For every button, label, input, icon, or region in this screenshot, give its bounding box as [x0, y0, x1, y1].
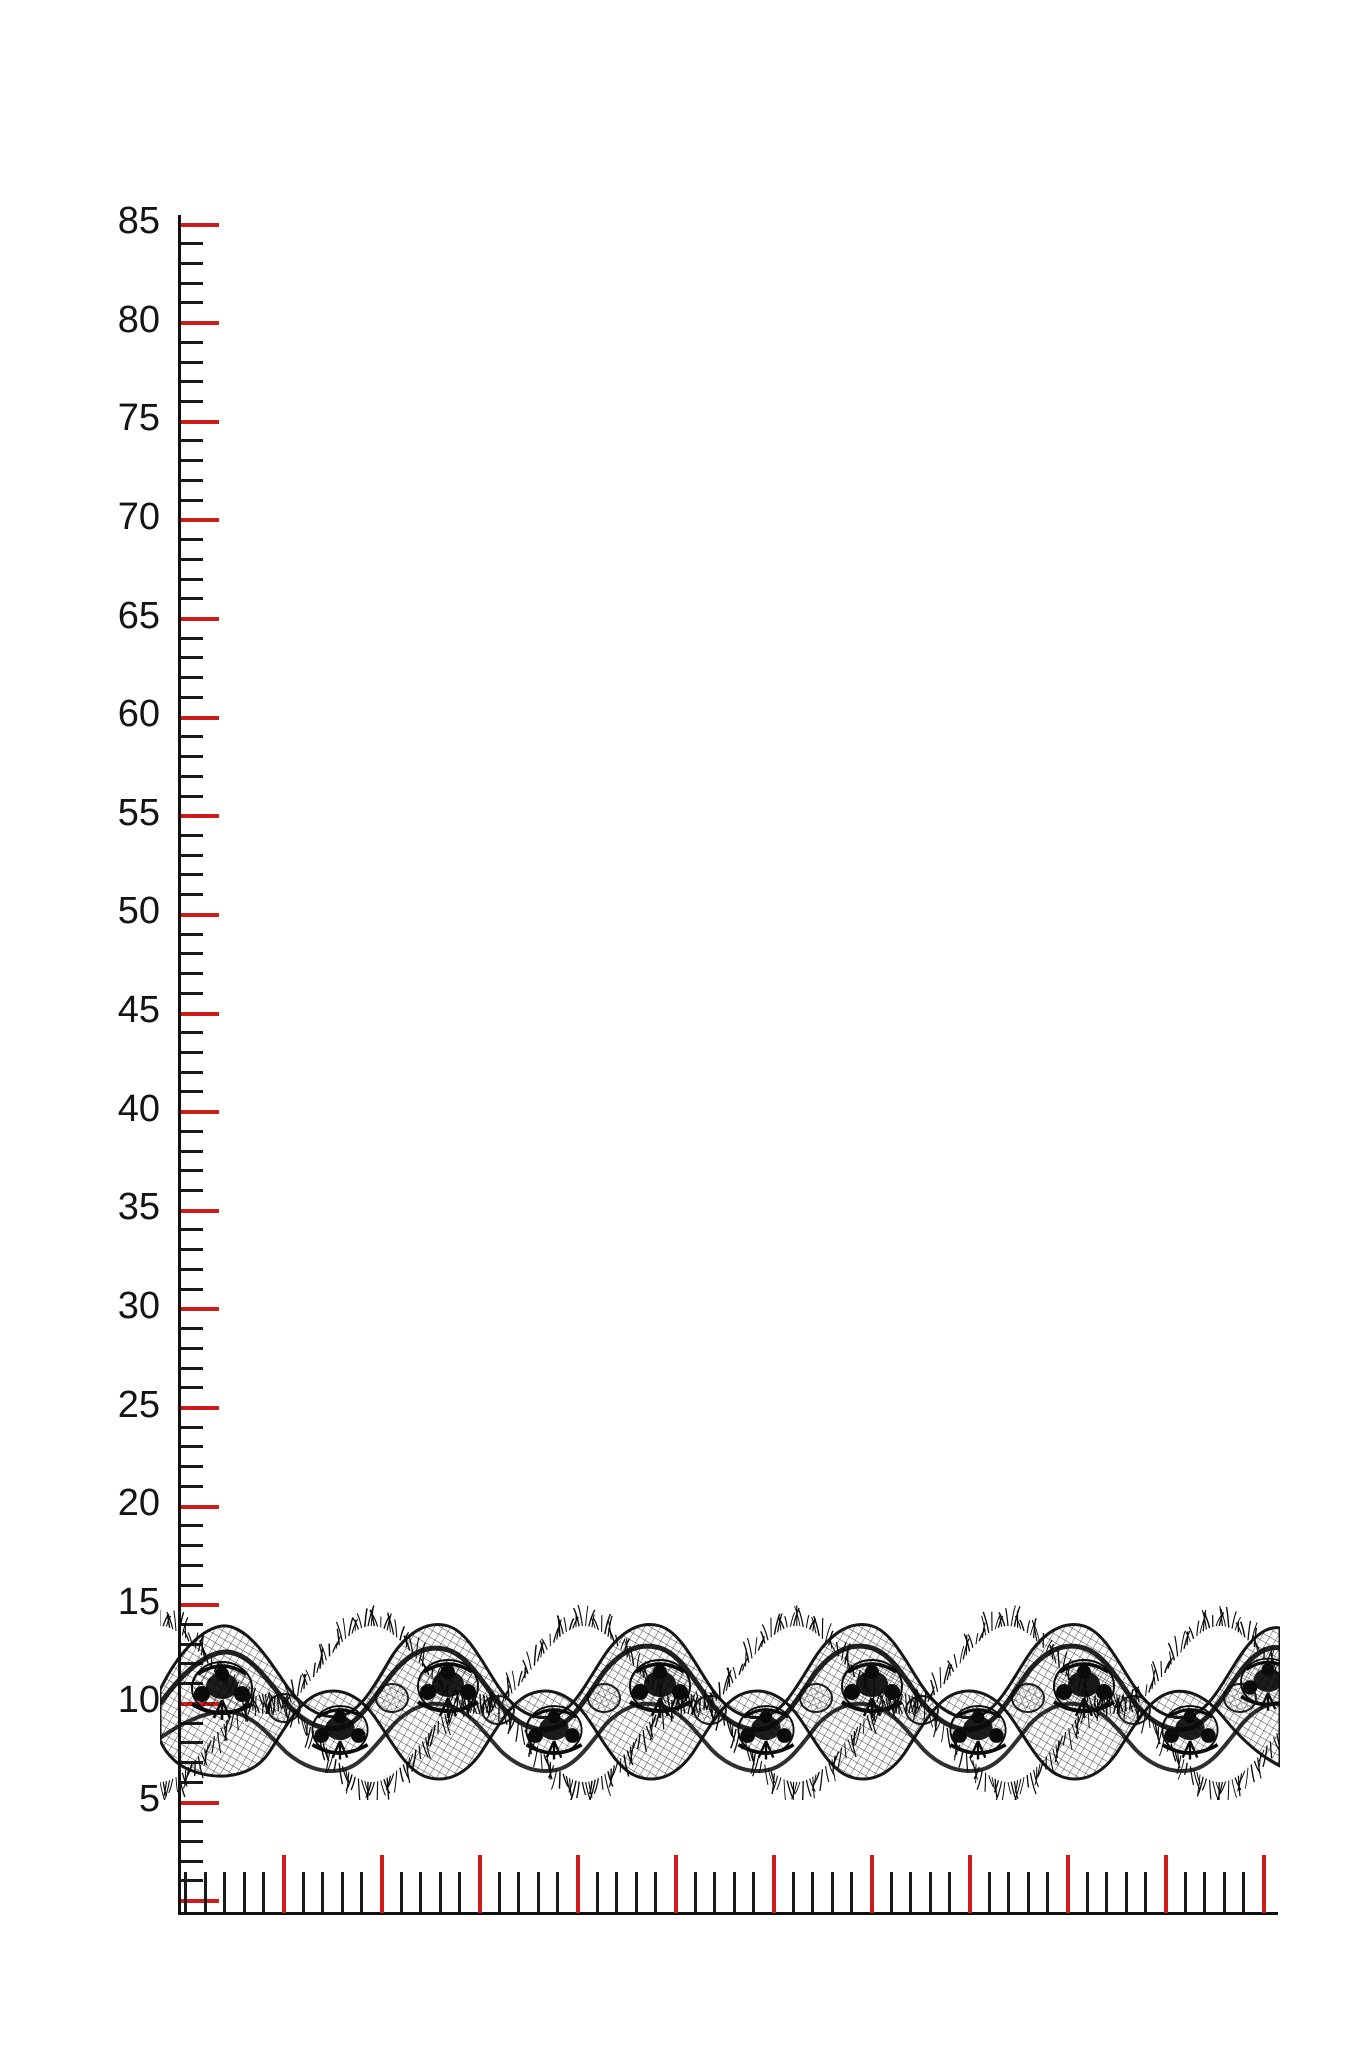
vertical-minor-tick: [181, 1564, 203, 1567]
vertical-axis-label: 35: [117, 1186, 160, 1229]
horizontal-minor-tick: [1242, 1872, 1245, 1912]
horizontal-minor-tick: [360, 1872, 363, 1912]
vertical-minor-tick: [181, 341, 203, 344]
vertical-minor-tick: [181, 1524, 203, 1527]
vertical-minor-tick: [181, 1150, 203, 1153]
vertical-minor-tick: [181, 1445, 203, 1448]
horizontal-minor-tick: [400, 1872, 403, 1912]
vertical-minor-tick: [181, 795, 203, 798]
vertical-minor-tick: [181, 933, 203, 936]
vertical-minor-tick: [181, 1051, 203, 1054]
horizontal-minor-tick: [1105, 1872, 1108, 1912]
vertical-major-tick: [181, 814, 219, 818]
horizontal-major-tick: [576, 1855, 580, 1913]
lace-trim-svg: [160, 1570, 1280, 1800]
horizontal-minor-tick: [321, 1872, 324, 1912]
horizontal-axis-line: [178, 1912, 1278, 1915]
vertical-axis-label: 65: [117, 594, 160, 637]
vertical-minor-tick: [181, 854, 203, 857]
vertical-minor-tick: [181, 361, 203, 364]
horizontal-major-tick: [870, 1855, 874, 1913]
vertical-minor-tick: [181, 1820, 203, 1823]
horizontal-minor-tick: [909, 1872, 912, 1912]
horizontal-minor-tick: [1007, 1872, 1010, 1912]
horizontal-minor-tick: [654, 1872, 657, 1912]
vertical-major-tick: [181, 518, 219, 522]
vertical-minor-tick: [181, 597, 203, 600]
horizontal-minor-tick: [1184, 1872, 1187, 1912]
vertical-minor-tick: [181, 499, 203, 502]
vertical-minor-tick: [181, 735, 203, 738]
vertical-minor-tick: [181, 1031, 203, 1034]
horizontal-minor-tick: [850, 1872, 853, 1912]
vertical-major-tick: [181, 617, 219, 621]
vertical-minor-tick: [181, 459, 203, 462]
vertical-minor-tick: [181, 775, 203, 778]
vertical-minor-tick: [181, 400, 203, 403]
vertical-minor-tick: [181, 1189, 203, 1192]
horizontal-minor-tick: [223, 1872, 226, 1912]
vertical-minor-tick: [181, 242, 203, 245]
vertical-minor-tick: [181, 538, 203, 541]
horizontal-minor-tick: [635, 1872, 638, 1912]
vertical-minor-tick: [181, 952, 203, 955]
horizontal-major-tick: [1164, 1855, 1168, 1913]
vertical-minor-tick: [181, 1071, 203, 1074]
vertical-minor-tick: [181, 301, 203, 304]
horizontal-minor-tick: [341, 1872, 344, 1912]
vertical-major-tick: [181, 1406, 219, 1410]
horizontal-minor-tick: [733, 1872, 736, 1912]
horizontal-minor-tick: [1125, 1872, 1128, 1912]
vertical-axis-label: 30: [117, 1284, 160, 1327]
vertical-minor-tick: [181, 755, 203, 758]
vertical-minor-tick: [181, 262, 203, 265]
horizontal-minor-tick: [831, 1872, 834, 1912]
vertical-minor-tick: [181, 1327, 203, 1330]
horizontal-major-tick: [1262, 1855, 1266, 1913]
horizontal-major-tick: [1066, 1855, 1070, 1913]
horizontal-minor-tick: [243, 1872, 246, 1912]
vertical-axis-label: 5: [138, 1778, 160, 1820]
vertical-minor-tick: [181, 1090, 203, 1093]
horizontal-major-tick: [968, 1855, 972, 1913]
horizontal-major-tick: [478, 1855, 482, 1913]
vertical-minor-tick: [181, 1485, 203, 1488]
vertical-minor-tick: [181, 1544, 203, 1547]
horizontal-minor-tick: [556, 1872, 559, 1912]
vertical-major-tick: [181, 1307, 219, 1311]
horizontal-minor-tick: [811, 1872, 814, 1912]
lace-trim-image: [160, 1570, 1280, 1800]
vertical-major-tick: [181, 913, 219, 917]
vertical-axis-label: 60: [117, 693, 160, 736]
vertical-minor-tick: [181, 479, 203, 482]
vertical-major-tick: [181, 1505, 219, 1509]
vertical-axis-label: 15: [117, 1580, 160, 1623]
vertical-minor-tick: [181, 972, 203, 975]
horizontal-minor-tick: [890, 1872, 893, 1912]
vertical-minor-tick: [181, 1386, 203, 1389]
vertical-minor-tick: [181, 1347, 203, 1350]
vertical-major-tick: [181, 1110, 219, 1114]
vertical-minor-tick: [181, 1426, 203, 1429]
horizontal-minor-tick: [537, 1872, 540, 1912]
vertical-axis-label: 50: [117, 890, 160, 933]
vertical-major-tick: [181, 223, 219, 227]
vertical-major-tick: [181, 420, 219, 424]
horizontal-minor-tick: [713, 1872, 716, 1912]
horizontal-minor-tick: [596, 1872, 599, 1912]
horizontal-minor-tick: [1144, 1872, 1147, 1912]
horizontal-minor-tick: [1027, 1872, 1030, 1912]
vertical-minor-tick: [181, 1169, 203, 1172]
vertical-minor-tick: [181, 834, 203, 837]
vertical-axis-label: 40: [117, 1087, 160, 1130]
vertical-minor-tick: [181, 893, 203, 896]
vertical-minor-tick: [181, 578, 203, 581]
vertical-minor-tick: [181, 992, 203, 995]
vertical-minor-tick: [181, 1465, 203, 1468]
horizontal-minor-tick: [1086, 1872, 1089, 1912]
vertical-axis-label: 80: [117, 298, 160, 341]
horizontal-minor-tick: [262, 1872, 265, 1912]
vertical-minor-tick: [181, 558, 203, 561]
horizontal-minor-tick: [988, 1872, 991, 1912]
vertical-minor-tick: [181, 1228, 203, 1231]
vertical-minor-tick: [181, 1288, 203, 1291]
vertical-axis-label: 20: [117, 1482, 160, 1525]
horizontal-minor-tick: [948, 1872, 951, 1912]
horizontal-minor-tick: [498, 1872, 501, 1912]
horizontal-major-tick: [282, 1855, 286, 1913]
vertical-minor-tick: [181, 1130, 203, 1133]
vertical-minor-tick: [181, 873, 203, 876]
vertical-minor-tick: [181, 1840, 203, 1843]
vertical-axis-label: 10: [117, 1679, 160, 1722]
horizontal-minor-tick: [752, 1872, 755, 1912]
horizontal-minor-tick: [419, 1872, 422, 1912]
horizontal-minor-tick: [439, 1872, 442, 1912]
horizontal-minor-tick: [302, 1872, 305, 1912]
vertical-minor-tick: [181, 656, 203, 659]
vertical-minor-tick: [181, 1367, 203, 1370]
horizontal-minor-tick: [458, 1872, 461, 1912]
vertical-minor-tick: [181, 1248, 203, 1251]
horizontal-minor-tick: [694, 1872, 697, 1912]
vertical-major-tick: [181, 716, 219, 720]
vertical-major-tick: [181, 1209, 219, 1213]
vertical-major-tick: [181, 321, 219, 325]
vertical-minor-tick: [181, 676, 203, 679]
horizontal-minor-tick: [1223, 1872, 1226, 1912]
vertical-minor-tick: [181, 282, 203, 285]
vertical-minor-tick: [181, 380, 203, 383]
horizontal-major-tick: [772, 1855, 776, 1913]
vertical-axis-label: 70: [117, 495, 160, 538]
vertical-major-tick: [181, 1012, 219, 1016]
horizontal-minor-tick: [792, 1872, 795, 1912]
vertical-minor-tick: [181, 637, 203, 640]
vertical-minor-tick: [181, 1860, 203, 1863]
vertical-axis-label: 25: [117, 1383, 160, 1426]
horizontal-minor-tick: [184, 1872, 187, 1912]
horizontal-minor-tick: [517, 1872, 520, 1912]
horizontal-minor-tick: [204, 1872, 207, 1912]
horizontal-minor-tick: [1046, 1872, 1049, 1912]
vertical-axis-label: 75: [117, 397, 160, 440]
horizontal-major-tick: [674, 1855, 678, 1913]
horizontal-minor-tick: [615, 1872, 618, 1912]
vertical-major-tick: [181, 1801, 219, 1805]
vertical-axis-label: 45: [117, 989, 160, 1031]
vertical-minor-tick: [181, 696, 203, 699]
horizontal-minor-tick: [929, 1872, 932, 1912]
vertical-minor-tick: [181, 1268, 203, 1271]
vertical-axis-label: 55: [117, 791, 160, 834]
vertical-minor-tick: [181, 439, 203, 442]
horizontal-minor-tick: [1203, 1872, 1206, 1912]
vertical-axis-label: 85: [117, 200, 160, 242]
horizontal-major-tick: [380, 1855, 384, 1913]
